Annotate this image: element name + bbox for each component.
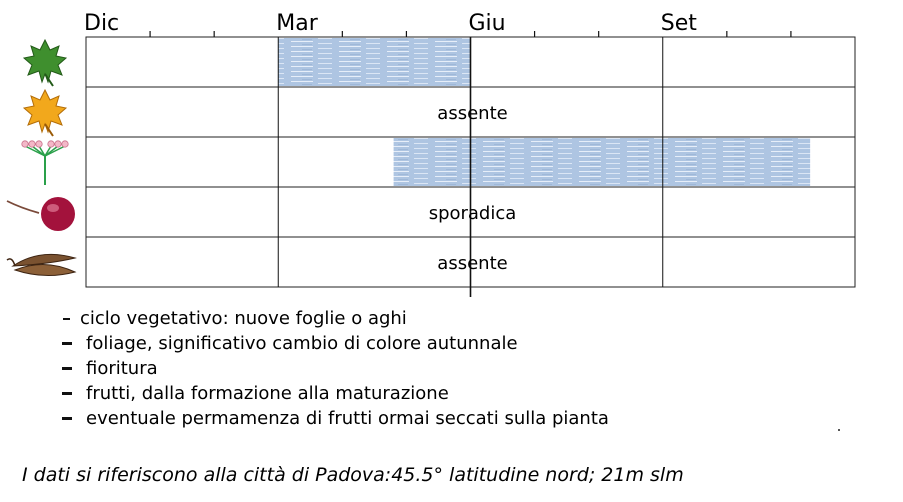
flower-floret xyxy=(29,141,35,147)
legend-item-foliage xyxy=(56,331,609,356)
flower-floret xyxy=(22,141,28,147)
flower-floret xyxy=(36,141,42,147)
month-label: Giu xyxy=(468,11,506,36)
legend-label: frutti, dalla formazione alla maturazione xyxy=(86,383,449,404)
footnote: I dati si riferiscono alla città di Padova:45.5° latitudine nord; 21m slm xyxy=(22,464,684,486)
period-bar-row-1 xyxy=(278,38,470,86)
legend-label: fioritura xyxy=(86,358,158,379)
legend-dash xyxy=(62,342,72,345)
month-label: Dic xyxy=(84,11,120,36)
period-bar-row-3 xyxy=(394,138,811,186)
flower-umbel-icon xyxy=(22,141,68,185)
green-leaf-icon xyxy=(24,40,66,86)
month-label: Set xyxy=(660,11,697,36)
dry-pods-icon xyxy=(7,254,75,275)
legend-item-vegetative-cycle xyxy=(56,306,609,331)
red-berry-icon xyxy=(7,197,75,231)
row-status-label: assente xyxy=(437,103,508,124)
flower-floret xyxy=(62,141,68,147)
legend-label: ciclo vegetativo: nuove foglie o aghi xyxy=(80,308,407,329)
flower-floret xyxy=(55,141,61,147)
legend-dash xyxy=(63,318,70,320)
legend-label: foliage, significativo cambio di colore autunnale xyxy=(86,333,518,354)
legend-item-dried-fruits xyxy=(56,406,609,431)
month-label: Mar xyxy=(276,11,318,36)
flower-floret xyxy=(48,141,54,147)
stray-dot xyxy=(838,429,840,431)
legend xyxy=(56,306,609,431)
row-status-label: assente xyxy=(437,253,508,274)
legend-dash xyxy=(62,367,72,370)
legend-label: eventuale permamenza di frutti ormai seccati sulla pianta xyxy=(86,408,609,429)
legend-dash xyxy=(62,417,72,420)
berry-stem xyxy=(7,201,39,213)
autumn-leaf-icon xyxy=(24,90,66,136)
legend-dash xyxy=(62,392,72,395)
berry-highlight xyxy=(47,204,59,212)
legend-item-fruits xyxy=(56,381,609,406)
pod-lower xyxy=(15,264,75,275)
legend-item-flowering xyxy=(56,356,609,381)
row-status-label: sporadica xyxy=(428,203,517,224)
berry-body xyxy=(41,197,75,231)
